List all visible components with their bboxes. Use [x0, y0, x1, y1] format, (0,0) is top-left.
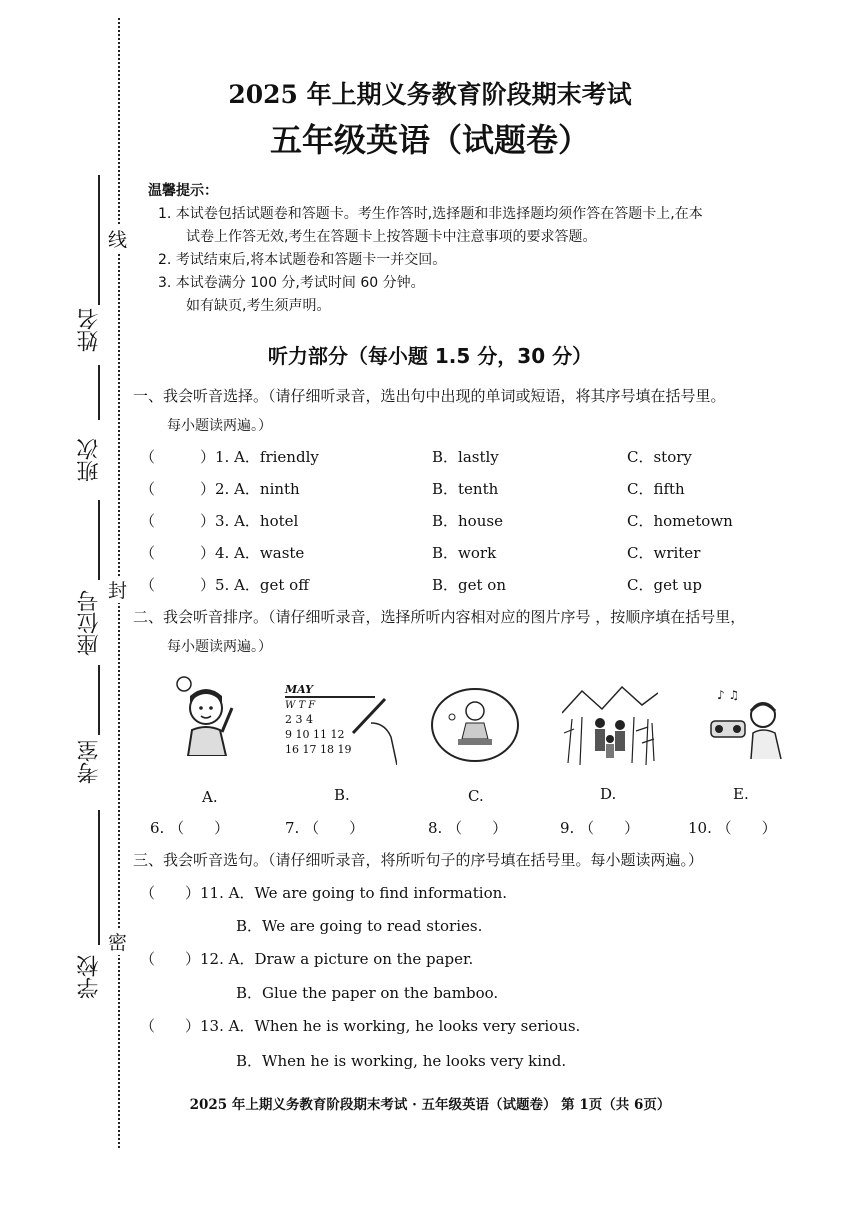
order-blank-6[interactable]: 6. （ ） — [150, 819, 230, 837]
answer-paren[interactable]: （ — [140, 512, 156, 530]
part3-title: 三、我会听音选句。（请仔细听录音，将所听句子的序号填在括号里。每小题读两遍。） — [133, 851, 704, 869]
answer-paren[interactable]: （ — [140, 576, 156, 594]
picture-b-calendar — [285, 683, 397, 765]
part1-title-cont: 每小题读两遍。） — [167, 418, 272, 434]
answer-paren[interactable]: （ — [140, 544, 156, 562]
blank-line-room — [98, 665, 100, 735]
calendar-row-1: 2 3 4 — [285, 713, 313, 726]
calendar-row-2: 9 10 11 12 — [285, 728, 345, 741]
tip-1: 1. 本试卷包括试题卷和答题卡。考生作答时,选择题和非选择题均须作答在答题卡上,在本 — [158, 206, 703, 222]
part1-title: 一、我会听音选择。（请仔细听录音，选出句中出现的单词或短语，将其序号填在括号里。 — [133, 387, 726, 405]
pen-hand-icon — [345, 693, 397, 765]
order-blank-9[interactable]: 9. （ ） — [560, 819, 640, 837]
seal-xian: 线 — [108, 225, 127, 252]
tip-1-cont: 试卷上作答无效,考生在答题卡上按答题卡中注意事项的要求答题。 — [186, 229, 597, 245]
tips-heading: 温馨提示： — [148, 183, 218, 199]
option-a: ）1. A．friendly — [200, 448, 319, 466]
part2-title: 二、我会听音排序。（请仔细听录音，选择所听内容相对应的图片序号 ，按顺序填在括号里， — [133, 608, 746, 626]
answer-paren[interactable]: （ — [140, 950, 156, 968]
picture-label-a: A. — [202, 788, 218, 806]
option-c: C．story — [627, 448, 692, 466]
option-a: ）3. A．hotel — [200, 512, 299, 530]
calendar-days: W T F — [285, 700, 316, 711]
option-a: ）11. A．We are going to find information. — [185, 884, 508, 902]
exam-title: 2025 年上期义务教育阶段期末考试 — [228, 80, 632, 109]
blank-line-class — [98, 365, 100, 420]
listening-title: 听力部分（每小题 1.5 分，30 分） — [267, 344, 593, 368]
label-class: 班次 — [77, 438, 102, 482]
blank-line-school — [98, 810, 100, 945]
option-b: B．Glue the paper on the bamboo. — [236, 984, 499, 1002]
picture-e-boy-radio — [705, 683, 787, 763]
option-c: C．hometown — [627, 512, 733, 530]
option-b: B．tenth — [432, 480, 499, 498]
answer-paren[interactable]: （ — [140, 884, 156, 902]
option-b: B．house — [432, 512, 503, 530]
blank-line-name — [98, 175, 100, 305]
order-blank-10[interactable]: 10. （ ） — [688, 819, 777, 837]
calendar-month: MAY — [285, 683, 375, 698]
page-footer: 2025 年上期义务教育阶段期末考试 · 五年级英语（试题卷） 第 1页（共 6页） — [189, 1097, 671, 1113]
label-seat: 座位号 — [77, 590, 102, 656]
option-b: B．lastly — [432, 448, 499, 466]
picture-c-man-cooking — [430, 687, 520, 763]
picture-label-c: C. — [468, 787, 484, 805]
option-c: C．fifth — [627, 480, 685, 498]
picture-label-e: E. — [733, 785, 749, 803]
answer-paren[interactable]: （ — [140, 448, 156, 466]
option-c: C．writer — [627, 544, 701, 562]
svg-text:♪ ♫: ♪ ♫ — [717, 688, 740, 702]
option-b: B．get on — [432, 576, 506, 594]
answer-paren[interactable]: （ — [140, 480, 156, 498]
option-a: ）4. A．waste — [200, 544, 305, 562]
order-blank-7[interactable]: 7. （ ） — [285, 819, 365, 837]
option-a: ）5. A．get off — [200, 576, 309, 594]
tips-box — [148, 180, 703, 318]
option-a: ）2. A．ninth — [200, 480, 300, 498]
picture-d-family-forest — [562, 683, 658, 769]
exam-subtitle: 五年级英语（试题卷） — [269, 121, 590, 159]
calendar-row-3: 16 17 18 19 — [285, 743, 352, 756]
seal-mi: 密 — [108, 928, 127, 955]
option-b: B．When he is working, he looks very kind. — [236, 1052, 567, 1070]
option-b: B．We are going to read stories. — [236, 917, 483, 935]
tip-2: 2. 考试结束后,将本试题卷和答题卡一并交回。 — [158, 252, 447, 268]
order-blank-8[interactable]: 8. （ ） — [428, 819, 508, 837]
option-c: C．get up — [627, 576, 703, 594]
option-a: ）12. A．Draw a picture on the paper. — [185, 950, 474, 968]
option-a: ）13. A．When he is working, he looks very serious. — [185, 1017, 581, 1035]
label-school: 学校 — [77, 955, 102, 999]
picture-a-boy-thinking — [170, 672, 248, 756]
label-room: 考室 — [77, 740, 102, 784]
picture-label-b: B. — [334, 786, 350, 804]
blank-line-seat — [98, 500, 100, 580]
tip-3: 3. 本试卷满分 100 分,考试时间 60 分钟。 — [158, 275, 425, 291]
picture-label-d: D. — [600, 785, 617, 803]
option-b: B．work — [432, 544, 497, 562]
label-name: 姓名 — [77, 308, 102, 352]
part2-title-cont: 每小题读两遍。） — [167, 639, 272, 655]
answer-paren[interactable]: （ — [140, 1017, 156, 1035]
tip-3-cont: 如有缺页,考生须声明。 — [186, 298, 331, 314]
seal-feng: 封 — [108, 576, 127, 603]
